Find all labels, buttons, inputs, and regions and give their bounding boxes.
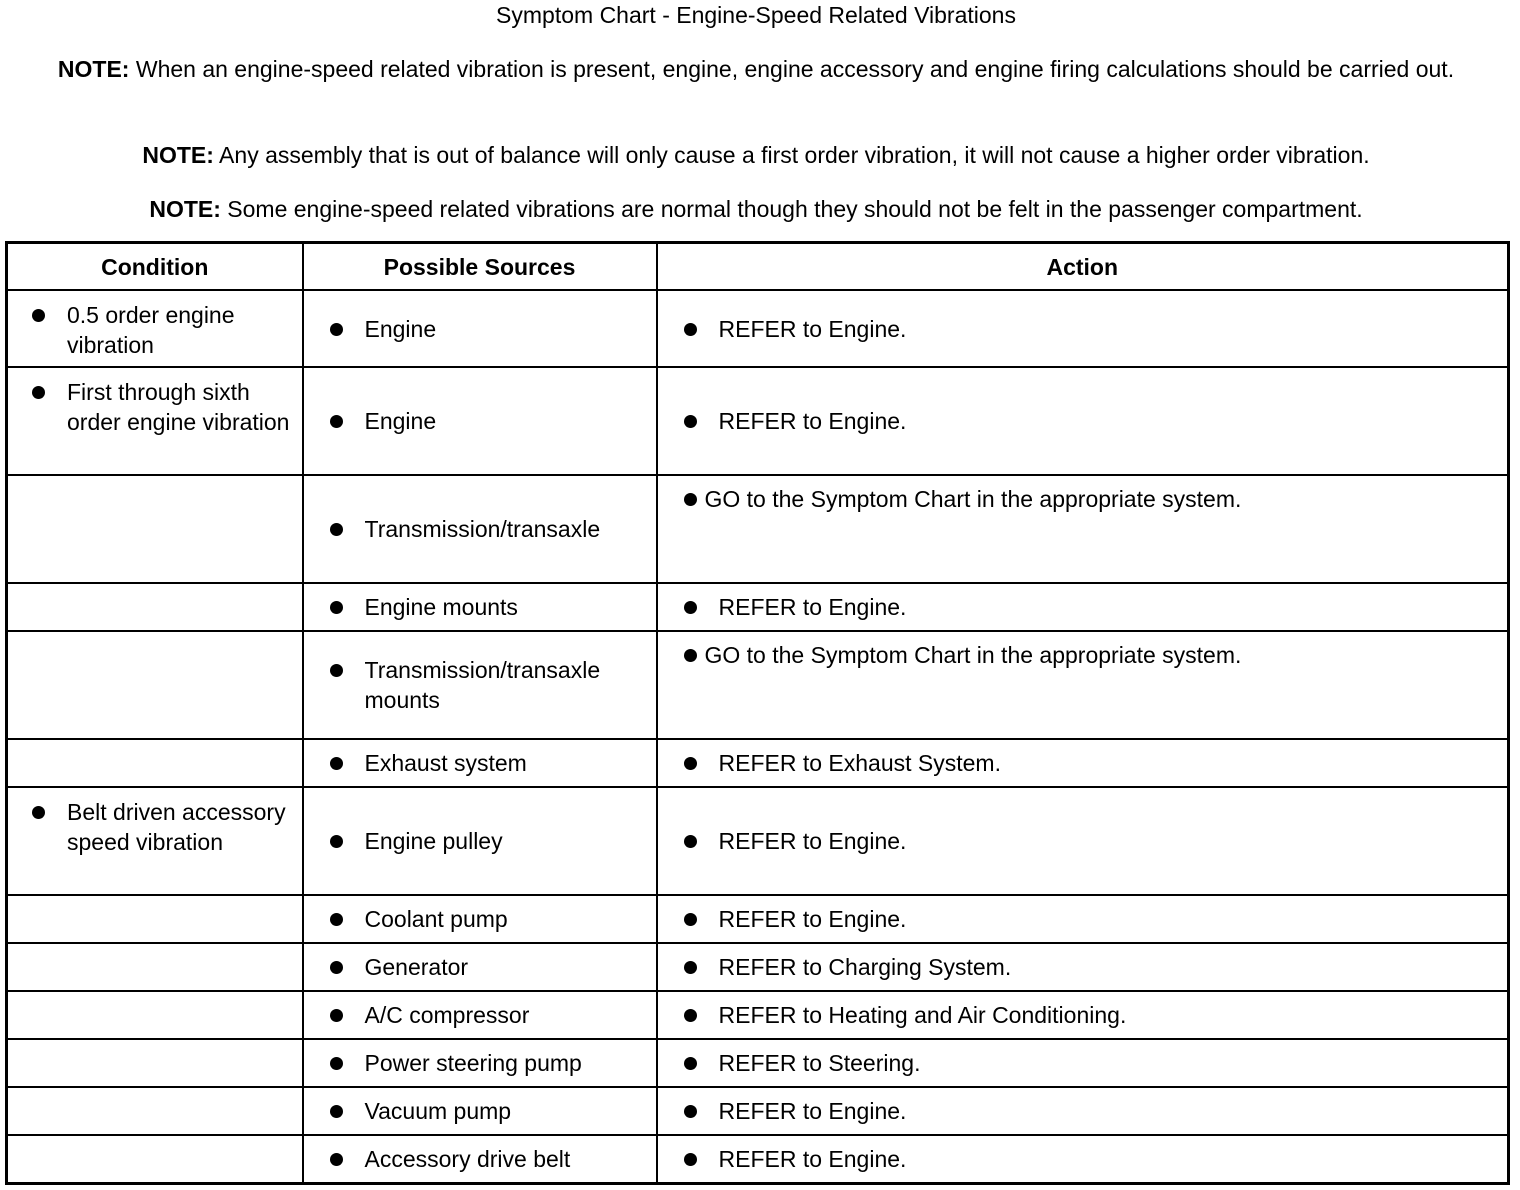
action-cell	[657, 991, 1509, 1039]
source-item	[304, 1144, 656, 1174]
header-possible-sources: Possible Sources	[303, 243, 657, 291]
source-item	[304, 826, 656, 856]
source-item	[304, 904, 656, 934]
source-cell	[303, 1135, 657, 1184]
action-text: REFER to Engine.	[718, 906, 907, 932]
source-text: Engine	[364, 408, 437, 434]
condition-cell	[7, 895, 303, 943]
condition-cell	[7, 631, 303, 739]
condition-item	[8, 368, 302, 437]
action-text: REFER to Steering.	[718, 1050, 921, 1076]
table-row	[7, 943, 1509, 991]
action-cell	[657, 1135, 1509, 1184]
action-cell	[657, 895, 1509, 943]
action-cell	[657, 1087, 1509, 1135]
action-item	[658, 314, 1508, 344]
source-item	[304, 592, 656, 622]
action-text: REFER to Exhaust System.	[718, 750, 1001, 776]
source-text: Engine pulley	[364, 828, 503, 854]
note-2	[10, 140, 1502, 170]
note-1	[10, 54, 1502, 84]
bullet-icon	[684, 1009, 697, 1022]
action-item	[658, 406, 1508, 436]
condition-cell	[7, 475, 303, 583]
condition-cell	[7, 1039, 303, 1087]
source-text: Coolant pump	[364, 906, 508, 932]
note-label: NOTE:	[149, 196, 221, 222]
action-text: REFER to Engine.	[718, 828, 907, 854]
bullet-icon	[684, 961, 697, 974]
action-text: REFER to Engine.	[718, 1098, 907, 1124]
action-item	[658, 1048, 1508, 1078]
source-cell	[303, 991, 657, 1039]
source-text: Engine	[364, 315, 437, 342]
note-3	[10, 194, 1502, 224]
source-cell	[303, 739, 657, 787]
action-cell	[657, 1039, 1509, 1087]
header-action: Action	[657, 243, 1509, 291]
condition-cell	[7, 1135, 303, 1184]
action-text: REFER to Engine.	[718, 408, 907, 434]
action-item	[658, 1144, 1508, 1174]
action-item	[658, 952, 1508, 982]
table-row	[7, 895, 1509, 943]
source-cell	[303, 475, 657, 583]
table-row	[7, 475, 1509, 583]
note-text: Any assembly that is out of balance will only cause a first order vibration, it will not cause a higher order vibration.	[213, 142, 1370, 168]
table-row	[7, 1087, 1509, 1135]
source-text: Exhaust system	[364, 750, 527, 776]
bullet-icon	[330, 323, 343, 336]
bullet-icon	[330, 1057, 343, 1070]
action-text: REFER to Charging System.	[718, 954, 1012, 980]
header-condition: Condition	[7, 243, 303, 291]
action-text: GO to the Symptom Chart in the appropriate system.	[704, 642, 1242, 668]
action-cell	[657, 583, 1509, 631]
table-row	[7, 991, 1509, 1039]
condition-cell	[7, 367, 303, 475]
bullet-icon	[330, 415, 343, 428]
source-item	[304, 952, 656, 982]
action-text: REFER to Heating and Air Conditioning.	[718, 1002, 1127, 1028]
condition-cell	[7, 1087, 303, 1135]
source-text: Transmission/transaxle	[364, 516, 601, 542]
bullet-icon	[330, 664, 343, 677]
source-cell	[303, 367, 657, 475]
bullet-icon	[684, 649, 697, 662]
source-cell	[303, 1087, 657, 1135]
source-cell	[303, 631, 657, 739]
action-cell	[657, 739, 1509, 787]
page-title: Symptom Chart - Engine-Speed Related Vibrations	[496, 2, 1016, 28]
bullet-icon	[684, 1105, 697, 1118]
action-item	[658, 592, 1508, 622]
table-row	[7, 1135, 1509, 1184]
action-cell	[657, 787, 1509, 895]
bullet-icon	[330, 757, 343, 770]
condition-cell	[7, 290, 303, 367]
bullet-icon	[330, 601, 343, 614]
source-text: Power steering pump	[364, 1050, 582, 1076]
table-header-row	[7, 243, 1509, 291]
action-cell	[657, 367, 1509, 475]
table-row	[7, 787, 1509, 895]
source-cell	[303, 1039, 657, 1087]
table-row	[7, 739, 1509, 787]
source-text: Vacuum pump	[364, 1098, 512, 1124]
bullet-icon	[330, 961, 343, 974]
condition-cell	[7, 787, 303, 895]
table-row	[7, 367, 1509, 475]
action-item	[658, 632, 1508, 670]
source-item	[304, 1096, 656, 1126]
bullet-icon	[330, 835, 343, 848]
condition-text: Belt driven accessory speed vibration	[67, 799, 286, 855]
source-item	[304, 406, 656, 436]
bullet-icon	[32, 309, 45, 322]
action-item	[658, 826, 1508, 856]
action-text: REFER to Engine.	[718, 315, 907, 342]
bullet-icon	[684, 601, 697, 614]
source-item	[304, 748, 656, 778]
note-text: Some engine-speed related vibrations are normal though they should not be felt in the passenger compartment.	[220, 196, 1363, 222]
bullet-icon	[684, 757, 697, 770]
source-text: Generator	[364, 954, 469, 980]
condition-text: First through sixth order engine vibration	[67, 379, 290, 435]
bullet-icon	[32, 806, 45, 819]
bullet-icon	[684, 415, 697, 428]
source-text: Transmission/transaxle mounts	[364, 657, 601, 713]
action-text: GO to the Symptom Chart in the appropriate system.	[704, 486, 1242, 512]
condition-cell	[7, 583, 303, 631]
action-cell	[657, 631, 1509, 739]
action-item	[658, 904, 1508, 934]
action-item	[658, 476, 1508, 514]
bullet-icon	[330, 913, 343, 926]
source-cell	[303, 787, 657, 895]
condition-cell	[7, 991, 303, 1039]
source-text: Accessory drive belt	[364, 1146, 571, 1172]
condition-text: 0.5 order engine vibration	[67, 302, 235, 358]
condition-item	[8, 788, 302, 857]
note-label: NOTE:	[57, 56, 130, 82]
action-cell	[657, 943, 1509, 991]
bullet-icon	[684, 493, 697, 506]
bullet-icon	[684, 1057, 697, 1070]
source-cell	[303, 895, 657, 943]
action-cell	[657, 290, 1509, 367]
action-item	[658, 1096, 1508, 1126]
bullet-icon	[330, 1105, 343, 1118]
source-item	[304, 314, 656, 344]
condition-item	[8, 291, 302, 360]
bullet-icon	[330, 1009, 343, 1022]
bullet-icon	[684, 835, 697, 848]
table-row	[7, 290, 1509, 367]
action-item	[658, 748, 1508, 778]
action-cell	[657, 475, 1509, 583]
action-text: REFER to Engine.	[718, 594, 907, 620]
action-text: REFER to Engine.	[718, 1146, 907, 1172]
source-item	[304, 514, 656, 544]
source-item	[304, 1000, 656, 1030]
bullet-icon	[32, 386, 45, 399]
bullet-icon	[684, 913, 697, 926]
table-row	[7, 631, 1509, 739]
note-label: NOTE:	[142, 142, 214, 168]
note-text: When an engine-speed related vibration is present, engine, engine accessory and engine firing calculations should be carried out.	[129, 56, 1455, 82]
source-cell	[303, 290, 657, 367]
source-item	[304, 1048, 656, 1078]
bullet-icon	[684, 323, 697, 336]
bullet-icon	[330, 523, 343, 536]
source-text: A/C compressor	[364, 1002, 530, 1028]
table-row	[7, 1039, 1509, 1087]
bullet-icon	[684, 1153, 697, 1166]
condition-cell	[7, 943, 303, 991]
condition-cell	[7, 739, 303, 787]
source-cell	[303, 943, 657, 991]
source-text: Engine mounts	[364, 594, 518, 620]
symptom-chart-table	[5, 241, 1510, 1185]
table-row	[7, 583, 1509, 631]
source-cell	[303, 583, 657, 631]
source-item	[304, 655, 656, 715]
action-item	[658, 1000, 1508, 1030]
bullet-icon	[330, 1153, 343, 1166]
